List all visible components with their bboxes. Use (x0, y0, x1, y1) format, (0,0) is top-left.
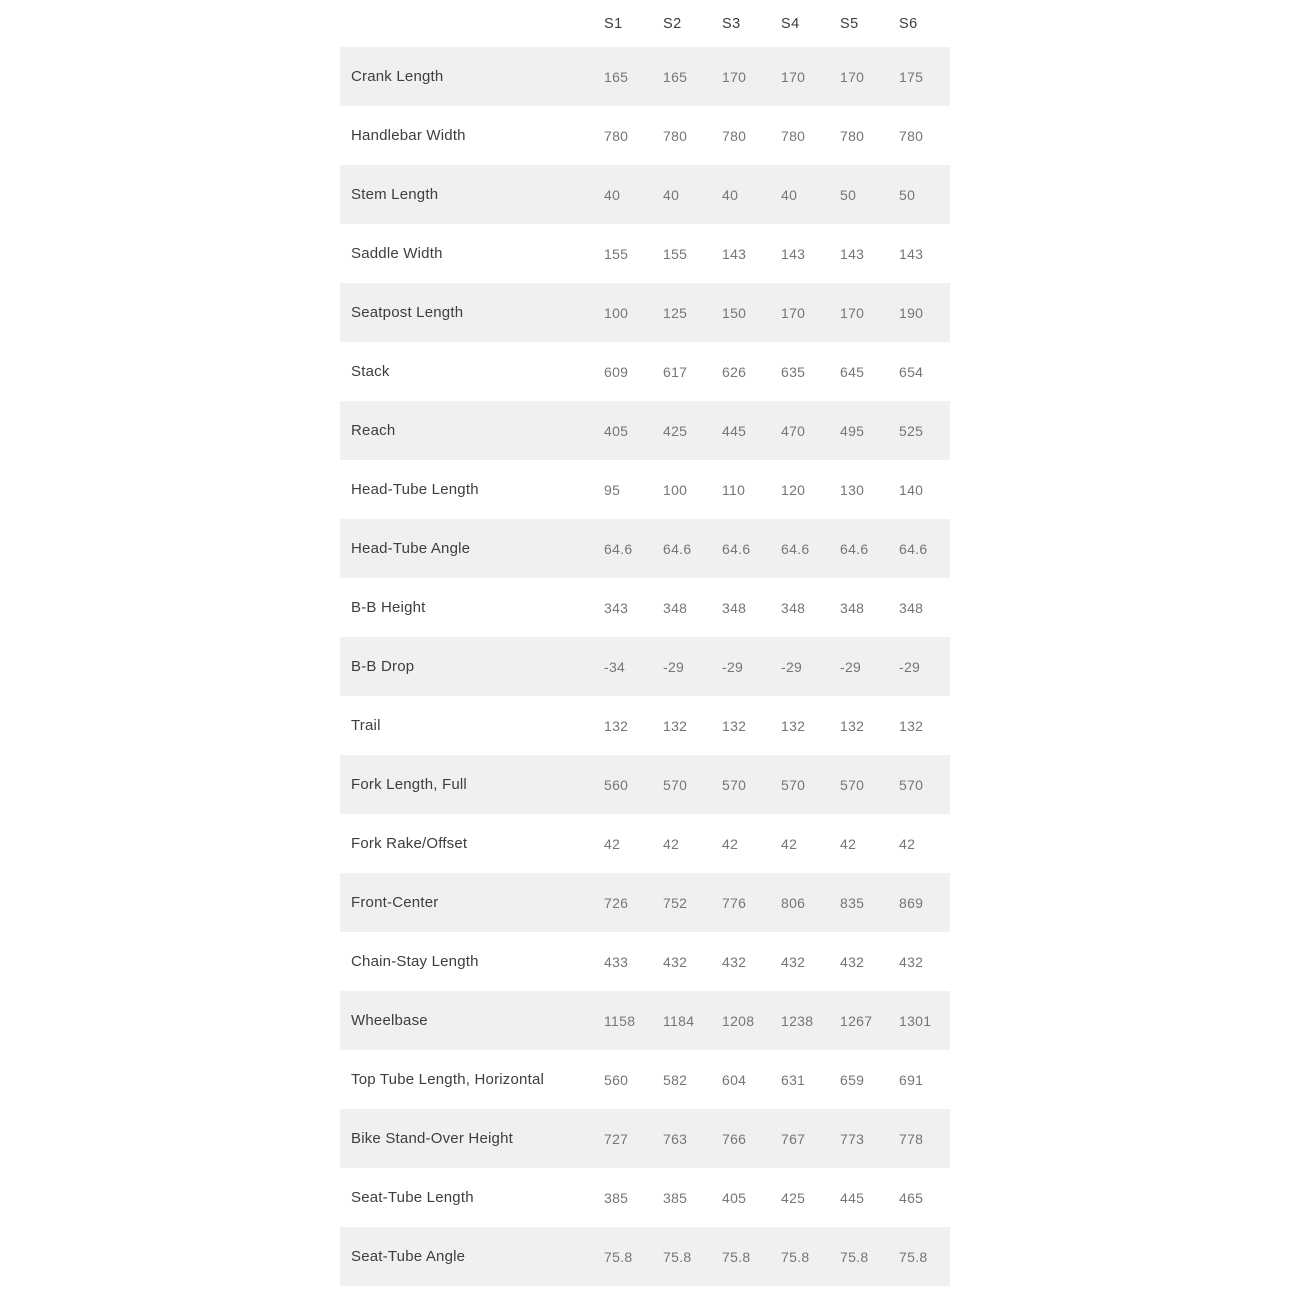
spec-value: 432 (722, 953, 747, 970)
spec-value: 432 (663, 953, 688, 970)
spec-value: 143 (899, 245, 924, 262)
spec-value: 190 (899, 304, 924, 321)
table-header (340, 0, 950, 47)
table-row (340, 460, 950, 519)
spec-value: 170 (722, 68, 747, 85)
spec-value: 560 (604, 1071, 629, 1088)
spec-value: 348 (722, 599, 747, 616)
spec-value: 170 (840, 304, 865, 321)
spec-value: 1301 (899, 1012, 932, 1029)
spec-value: 1184 (663, 1012, 695, 1029)
row-label: Bike Stand-Over Height (351, 1130, 513, 1147)
spec-value: 1238 (781, 1012, 814, 1029)
row-label: Seat-Tube Angle (351, 1248, 466, 1265)
spec-value: 170 (840, 68, 865, 85)
spec-value: 609 (604, 363, 629, 380)
row-label: Front-Center (351, 894, 439, 911)
spec-value: 42 (604, 835, 621, 852)
spec-value: 165 (604, 68, 629, 85)
table-row (340, 637, 950, 696)
spec-value: -29 (781, 658, 803, 675)
spec-value: 348 (781, 599, 806, 616)
spec-value: 143 (722, 245, 747, 262)
spec-value: 780 (899, 127, 924, 144)
table-row (340, 519, 950, 578)
spec-value: 776 (722, 894, 747, 911)
spec-value: 778 (899, 1130, 924, 1147)
spec-value: 64.6 (899, 540, 928, 557)
spec-value: 726 (604, 894, 629, 911)
table-row (340, 1050, 950, 1109)
spec-value: 780 (722, 127, 747, 144)
spec-value: 806 (781, 894, 806, 911)
column-header-s6: S6 (899, 15, 918, 32)
spec-value: 425 (781, 1189, 806, 1206)
spec-value: 155 (604, 245, 629, 262)
row-label: Handlebar Width (351, 127, 466, 144)
column-header-s4: S4 (781, 15, 800, 32)
spec-value: 654 (899, 363, 924, 380)
spec-value: 132 (722, 717, 747, 734)
spec-value: 132 (899, 717, 924, 734)
row-label: Trail (351, 717, 381, 734)
row-label: Top Tube Length, Horizontal (351, 1071, 545, 1088)
spec-value: 780 (604, 127, 629, 144)
table-row (340, 873, 950, 932)
row-label: Stem Length (351, 186, 439, 203)
row-label: B-B Drop (351, 658, 415, 675)
table-row (340, 932, 950, 991)
spec-value: 727 (604, 1130, 629, 1147)
table-row (340, 755, 950, 814)
spec-value: 773 (840, 1130, 865, 1147)
spec-value: 150 (722, 304, 747, 321)
spec-value: 635 (781, 363, 806, 380)
spec-value: 570 (899, 776, 924, 793)
geometry-table (340, 0, 950, 1286)
spec-value: 570 (722, 776, 747, 793)
row-label: Seatpost Length (351, 304, 464, 321)
spec-value: 40 (663, 186, 680, 203)
row-label: B-B Height (351, 599, 426, 616)
spec-value: 343 (604, 599, 629, 616)
row-label: Wheelbase (351, 1012, 428, 1029)
spec-value: 132 (663, 717, 688, 734)
spec-value: 780 (663, 127, 688, 144)
spec-value: 64.6 (663, 540, 692, 557)
spec-value: 405 (604, 422, 629, 439)
spec-value: 42 (781, 835, 798, 852)
table-row (340, 401, 950, 460)
spec-value: 170 (781, 304, 806, 321)
spec-value: 495 (840, 422, 865, 439)
table-row (340, 578, 950, 637)
spec-value: 130 (840, 481, 865, 498)
spec-value: 42 (722, 835, 739, 852)
spec-value: 165 (663, 68, 688, 85)
spec-value: 560 (604, 776, 629, 793)
spec-value: 1208 (722, 1012, 755, 1029)
spec-value: 132 (604, 717, 629, 734)
spec-value: 143 (781, 245, 806, 262)
row-label: Chain-Stay Length (351, 953, 479, 970)
table-row (340, 342, 950, 401)
spec-value: 780 (840, 127, 865, 144)
spec-value: 120 (781, 481, 806, 498)
spec-value: 75.8 (663, 1248, 692, 1265)
spec-value: 631 (781, 1071, 806, 1088)
spec-value: -29 (899, 658, 921, 675)
spec-value: -29 (840, 658, 862, 675)
spec-value: -34 (604, 658, 626, 675)
spec-value: 64.6 (781, 540, 810, 557)
spec-value: 64.6 (722, 540, 751, 557)
spec-value: 405 (722, 1189, 747, 1206)
spec-value: 869 (899, 894, 924, 911)
spec-value: 143 (840, 245, 865, 262)
spec-value: 40 (604, 186, 621, 203)
spec-value: 432 (781, 953, 806, 970)
spec-value: 570 (840, 776, 865, 793)
column-header-s5: S5 (840, 15, 859, 32)
spec-value: 40 (781, 186, 798, 203)
spec-value: 766 (722, 1130, 747, 1147)
spec-value: 570 (781, 776, 806, 793)
spec-value: 445 (722, 422, 747, 439)
spec-value: 42 (899, 835, 916, 852)
spec-value: 64.6 (604, 540, 633, 557)
spec-value: 752 (663, 894, 688, 911)
table-row (340, 106, 950, 165)
spec-value: -29 (663, 658, 685, 675)
spec-value: 835 (840, 894, 865, 911)
spec-value: 425 (663, 422, 688, 439)
row-label: Reach (351, 422, 396, 439)
table-row (340, 1109, 950, 1168)
row-label: Fork Length, Full (351, 776, 467, 793)
table-row (340, 1168, 950, 1227)
spec-value: 763 (663, 1130, 688, 1147)
spec-value: 348 (663, 599, 688, 616)
spec-value: 767 (781, 1130, 806, 1147)
spec-value: 445 (840, 1189, 865, 1206)
spec-value: 348 (899, 599, 924, 616)
spec-value: 617 (663, 363, 688, 380)
spec-value: 132 (781, 717, 806, 734)
spec-value: 432 (899, 953, 924, 970)
spec-value: 604 (722, 1071, 747, 1088)
row-label: Stack (351, 363, 390, 380)
spec-value: 465 (899, 1189, 924, 1206)
spec-value: 110 (722, 481, 746, 498)
spec-value: 42 (840, 835, 857, 852)
spec-value: 659 (840, 1071, 865, 1088)
spec-value: 645 (840, 363, 865, 380)
table-row (340, 224, 950, 283)
spec-value: 42 (663, 835, 680, 852)
row-label: Head-Tube Length (351, 481, 479, 498)
spec-value: 75.8 (840, 1248, 869, 1265)
spec-value: 175 (899, 68, 924, 85)
spec-value: 95 (604, 481, 621, 498)
spec-value: 570 (663, 776, 688, 793)
spec-value: 132 (840, 717, 865, 734)
spec-value: 50 (899, 186, 916, 203)
spec-value: 100 (604, 304, 629, 321)
spec-value: 433 (604, 953, 629, 970)
spec-value: 432 (840, 953, 865, 970)
spec-value: 75.8 (722, 1248, 751, 1265)
table-row (340, 696, 950, 755)
spec-value: 780 (781, 127, 806, 144)
spec-value: 525 (899, 422, 924, 439)
column-header-s1: S1 (604, 15, 623, 32)
spec-value: 1267 (840, 1012, 873, 1029)
spec-value: 691 (899, 1071, 924, 1088)
spec-value: 125 (663, 304, 688, 321)
spec-value: 626 (722, 363, 747, 380)
table-row (340, 47, 950, 106)
spec-value: -29 (722, 658, 744, 675)
table-body (340, 47, 950, 1286)
column-header-s2: S2 (663, 15, 682, 32)
row-label: Fork Rake/Offset (351, 835, 468, 852)
spec-value: 75.8 (604, 1248, 633, 1265)
row-label: Crank Length (351, 68, 444, 85)
row-label: Seat-Tube Length (351, 1189, 474, 1206)
spec-value: 582 (663, 1071, 688, 1088)
spec-value: 50 (840, 186, 857, 203)
spec-value: 75.8 (899, 1248, 928, 1265)
spec-value: 385 (663, 1189, 688, 1206)
spec-value: 64.6 (840, 540, 869, 557)
table-row (340, 283, 950, 342)
spec-value: 100 (663, 481, 688, 498)
table-row (340, 814, 950, 873)
spec-value: 155 (663, 245, 688, 262)
table-row (340, 1227, 950, 1286)
table-row (340, 991, 950, 1050)
spec-value: 140 (899, 481, 924, 498)
spec-value: 1158 (604, 1012, 636, 1029)
row-label: Head-Tube Angle (351, 540, 471, 557)
spec-value: 75.8 (781, 1248, 810, 1265)
spec-value: 470 (781, 422, 806, 439)
table-row (340, 165, 950, 224)
spec-value: 385 (604, 1189, 629, 1206)
row-label: Saddle Width (351, 245, 443, 262)
spec-value: 170 (781, 68, 806, 85)
spec-value: 40 (722, 186, 739, 203)
column-header-s3: S3 (722, 15, 741, 32)
spec-value: 348 (840, 599, 865, 616)
